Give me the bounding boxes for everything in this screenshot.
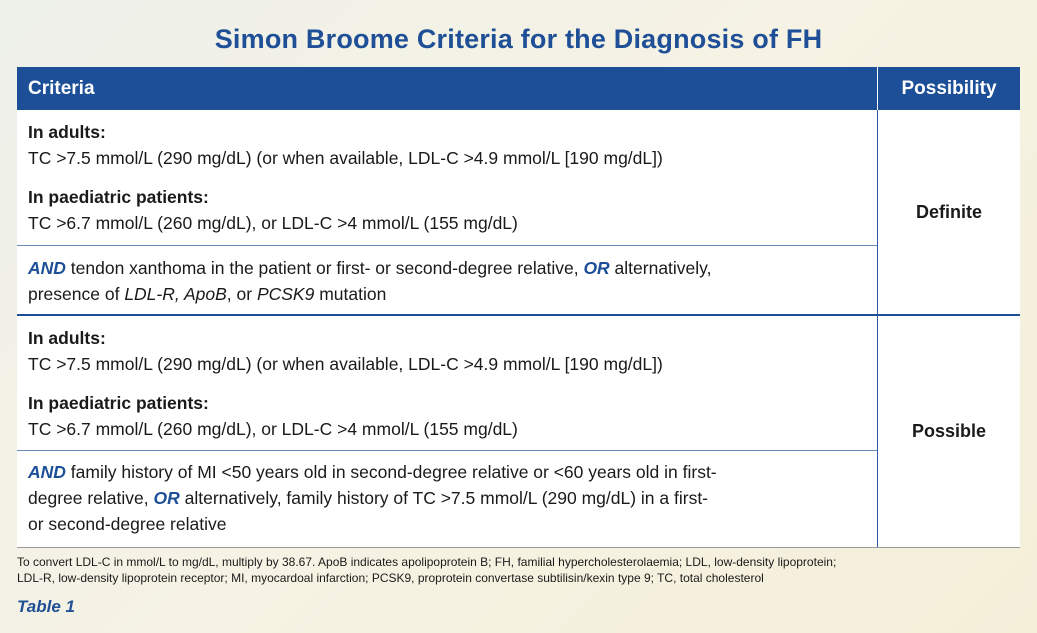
group2-text-4: or second-degree relative xyxy=(28,514,227,534)
group2-paed-text: TC >6.7 mmol/L (260 mg/dL), or LDL-C >4 mmol/L (155 mg/dL) xyxy=(28,419,518,439)
group2-text-2: degree relative, xyxy=(28,488,154,508)
group1-text-1: tendon xanthoma in the patient or first- or second-degree relative, xyxy=(65,258,584,278)
group1-paed-text: TC >6.7 mmol/L (260 mg/dL), or LDL-C >4 mmol/L (155 mg/dL) xyxy=(28,213,518,233)
group1-text-2: alternatively, xyxy=(609,258,712,278)
group2-paediatric xyxy=(28,390,868,442)
group1-genes-2: PCSK9 xyxy=(256,284,315,304)
group2-text-1: family history of MI <50 years old in second-degree relative or <60 years old in first- xyxy=(65,462,717,482)
table-footnote xyxy=(17,554,1020,586)
group2-adults-text: TC >7.5 mmol/L (290 mg/dL) (or when available, LDL-C >4.9 mmol/L [190 mg/dL]) xyxy=(28,354,663,374)
group2-text-3: alternatively, family history of TC >7.5 mmol/L (290 mg/dL) in a first- xyxy=(179,488,709,508)
group2-and-keyword: AND xyxy=(28,462,66,482)
group1-genes-1: LDL-R, ApoB xyxy=(124,284,227,304)
group1-text-4: , or xyxy=(226,284,257,304)
column-divider xyxy=(877,110,878,547)
group1-text-5: mutation xyxy=(314,284,387,304)
possibility-possible: Possible xyxy=(911,421,987,441)
group1-divider xyxy=(17,245,877,246)
group2-additional-criteria xyxy=(28,459,868,537)
group2-adults-label: In adults: xyxy=(28,328,106,348)
group2-divider xyxy=(17,450,877,451)
group1-adults xyxy=(28,119,868,171)
group1-adults-label: In adults: xyxy=(28,122,106,142)
group1-adults-text: TC >7.5 mmol/L (290 mg/dL) (or when available, LDL-C >4.9 mmol/L [190 mg/dL]) xyxy=(28,148,663,168)
group1-paed-label: In paediatric patients: xyxy=(28,187,209,207)
criteria-table xyxy=(17,67,1020,548)
group1-text-3: presence of xyxy=(28,284,125,304)
group2-or-keyword: OR xyxy=(153,488,180,508)
group1-additional-criteria xyxy=(28,255,868,307)
footnote-line-1: To convert LDL-C in mmol/L to mg/dL, multiply by 38.67. ApoB indicates apolipoprotein B; FH, familial hypercholesterolaemia; LDL, low-density lipoprotein; xyxy=(17,555,837,569)
table-caption: Table 1 xyxy=(17,597,75,616)
footnote-line-2: LDL-R, low-density lipoprotein receptor; MI, myocardoal infarction; PCSK9, proprotein convertase subtilisin/kexin type 9; TC, total cholesterol xyxy=(17,571,764,585)
group-separator xyxy=(17,314,1020,316)
table-header xyxy=(17,67,1020,110)
header-possibility: Possibility xyxy=(901,78,997,99)
group1-paediatric xyxy=(28,184,868,236)
group1-and-keyword: AND xyxy=(28,258,66,278)
header-criteria: Criteria xyxy=(28,78,95,99)
group1-or-keyword: OR xyxy=(583,258,610,278)
page-title: Simon Broome Criteria for the Diagnosis of FH xyxy=(214,24,823,54)
possibility-definite: Definite xyxy=(915,202,982,222)
group2-adults xyxy=(28,325,868,377)
group2-paed-label: In paediatric patients: xyxy=(28,393,209,413)
